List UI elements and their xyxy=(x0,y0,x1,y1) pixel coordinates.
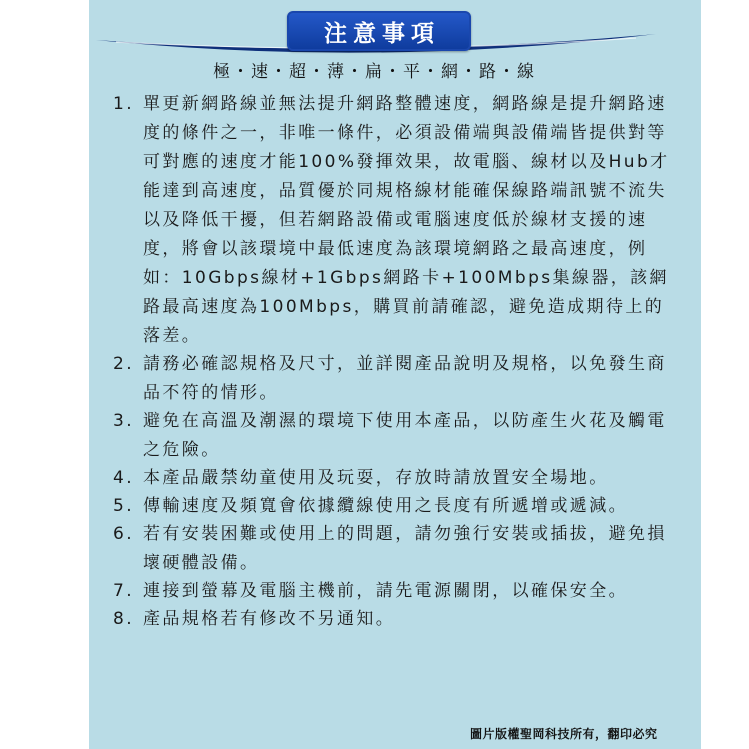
note-item-4 xyxy=(113,464,673,493)
note-number: 7. xyxy=(113,581,135,601)
title-banner xyxy=(287,11,471,51)
note-number: 4. xyxy=(113,468,135,488)
note-number: 2. xyxy=(113,354,135,374)
note-item-1 xyxy=(113,90,673,351)
note-item-3 xyxy=(113,407,673,465)
page-title: 注意事項 xyxy=(324,20,440,47)
copyright-notice: 圖片版權聖岡科技所有，翻印必究 xyxy=(470,727,658,741)
note-item-6 xyxy=(113,520,673,578)
note-number: 3. xyxy=(113,411,135,431)
note-number: 8. xyxy=(113,609,135,629)
note-item-2 xyxy=(113,350,673,408)
note-text: 連接到螢幕及電腦主機前，請先電源關閉，以確保安全。 xyxy=(143,581,628,601)
product-subtitle: 極・速・超・薄・扁・平・網・路・線 xyxy=(213,62,536,82)
note-item-5 xyxy=(113,492,673,521)
note-number: 1. xyxy=(113,94,135,114)
note-text: 單更新網路線並無法提升網路整體速度，網路線是提升網路速度的條件之一，非唯一條件，必須設備端與設備端皆提供對等可對應的速度才能100%發揮效果，故電腦、線材以及Hub才能達到高速度，品質優於同規格線材能確保線路端訊號不流失以及降低干擾，但若網路設備或電腦速度低於線材支援的速度，將會以該環境中最低速度為該環境網路之最高速度，例如：10Gbps線材+1Gbps網路卡+100Mbps集線器，該網路最高速度為100Mbps，購買前請確認，避免造成期待上的落差。 xyxy=(143,94,670,346)
note-item-7 xyxy=(113,577,673,606)
note-text: 若有安裝困難或使用上的問題，請勿強行安裝或插拔，避免損壞硬體設備。 xyxy=(143,524,667,573)
note-text: 傳輸速度及頻寬會依據纜線使用之長度有所遞增或遞減。 xyxy=(143,496,628,516)
note-text: 避免在高溫及潮濕的環境下使用本產品，以防產生火花及觸電之危險。 xyxy=(143,411,667,460)
note-text: 請務必確認規格及尺寸，並詳閱產品說明及規格，以免發生商品不符的情形。 xyxy=(143,354,667,403)
notes-list xyxy=(113,90,673,634)
note-text: 產品規格若有修改不另通知。 xyxy=(143,609,396,629)
note-item-8 xyxy=(113,605,673,634)
note-text: 本產品嚴禁幼童使用及玩耍，存放時請放置安全場地。 xyxy=(143,468,609,488)
note-number: 6. xyxy=(113,524,135,544)
note-number: 5. xyxy=(113,496,135,516)
